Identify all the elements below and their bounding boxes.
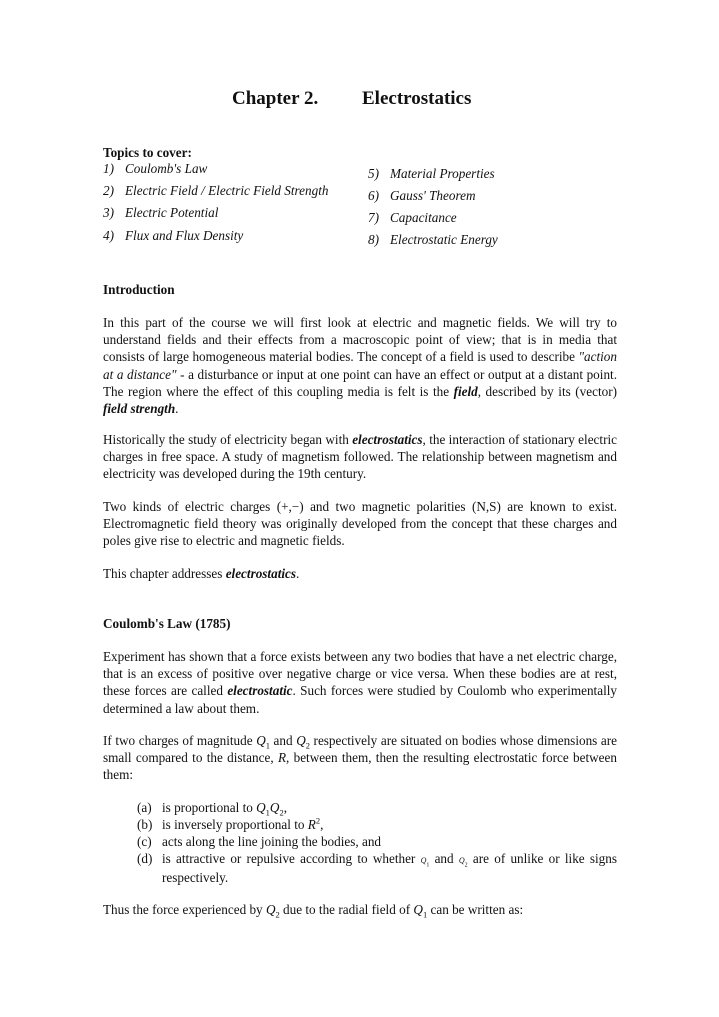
paragraph: Experiment has shown that a force exists between any two bodies that have a net electric charge, that is an excess of positive over negative charge or vice versa. When these bodies are at rest, these forces are called electrostatic. Such forces were studied by Coulomb who experimentally determined a law about them. [103, 649, 617, 716]
chapter-title: Electrostatics [362, 88, 472, 109]
paragraph: In this part of the course we will first look at electric and magnetic fields. We will try to understand fields and their effects from a macroscopic point of view; that is in media that consists of large homogeneous material bodies. The concept of a field is used to describe "action at a distance" - a disturbance or input at one point can have an effect or output at a distant point. The region where the effect of this coupling media is felt is the field, described by its (vector) field strength. [103, 315, 617, 417]
topic-item: 1) Coulomb's Law [103, 161, 208, 176]
topic-item: 2) Electric Field / Electric Field Strength [103, 183, 329, 198]
topics-heading: Topics to cover: [103, 145, 192, 160]
list-item: (c) acts along the line joining the bodies, and [137, 834, 382, 849]
paragraph: Two kinds of electric charges (+,−) and two magnetic polarities (N,S) are known to exist. Electromagnetic field theory was originally developed from the concept that these charges and poles give rise to electric and magnetic fields. [103, 499, 617, 549]
topic-item: 5) Material Properties [368, 166, 495, 181]
topic-item: 8) Electrostatic Energy [368, 232, 498, 247]
section-heading-introduction: Introduction [103, 282, 175, 297]
topic-item: 6) Gauss' Theorem [368, 188, 476, 203]
list-item: (b) is inversely proportional to $R^2$, [137, 815, 324, 832]
topic-item: 3) Electric Potential [103, 205, 219, 220]
list-item: (d) is attractive or repulsive according to whether $Q_1$ and $Q_2$ are of unlike or like signs respectively. [137, 851, 618, 886]
topic-item: 4) Flux and Flux Density [103, 228, 244, 243]
list-item: (a) is proportional to $Q_1Q_2$, [137, 800, 287, 818]
paragraph: Historically the study of electricity began with electrostatics, the interaction of stationary electric charges in free space. A study of magnetism followed. The relationship between magnetism and electricity was developed during the 19th century. [103, 432, 617, 482]
paragraph: This chapter addresses electrostatics. [103, 566, 300, 581]
paragraph: If two charges of magnitude $Q_1$ and $Q_2$ respectively are situated on bodies whose dimensions are small compared to the distance, R, between them, then the resulting electrostatic force between them: [103, 733, 617, 783]
chapter-number: Chapter 2. [232, 88, 319, 109]
paragraph: Thus the force experienced by $Q_2$ due to the radial field of $Q_1$ can be written as: [103, 902, 524, 920]
section-heading-coulombs-law: Coulomb's Law (1785) [103, 616, 231, 631]
topic-item: 7) Capacitance [368, 210, 457, 225]
